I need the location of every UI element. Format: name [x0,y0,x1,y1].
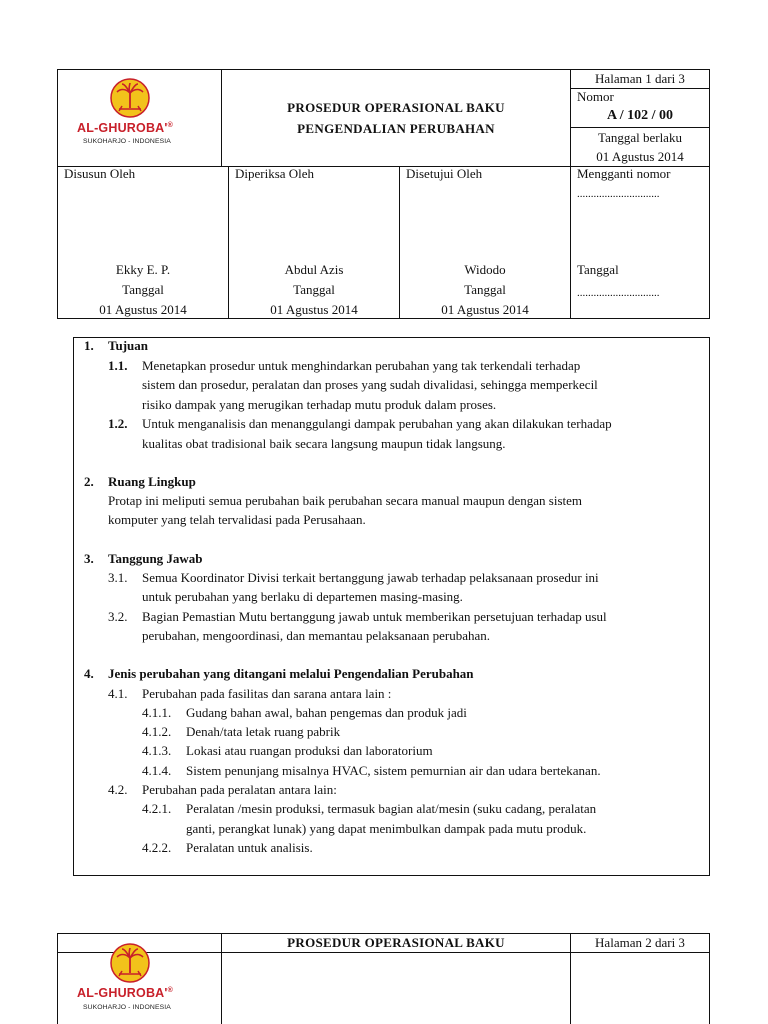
document-title [222,97,570,139]
page-2-palm-emblem-icon [110,943,150,983]
tanggal-right-label: Tanggal [577,262,619,277]
section-4-1-2-number: 4.1.2. [142,724,172,739]
section-4-2-text: Perubahan pada peralatan antara lain: [142,782,337,797]
section-4-2-2-number: 4.2.2. [142,840,172,855]
section-4-1-1-text: Gudang bahan awal, bahan pengemas dan produk jadi [186,705,467,720]
section-3-1-line2: untuk perubahan yang berlaku di departemen masing-masing. [142,589,463,604]
nomor-label: Nomor [577,89,614,104]
section-1-2-line2: kualitas obat tradisional baik secara langsung maupun tidak langsung. [142,436,506,451]
mengganti-label: Mengganti nomor [577,166,671,181]
page-2-indicator: Halaman 2 dari 3 [595,935,685,950]
page-2-company-name: AL-GHUROBA' [77,986,168,1000]
section-1-1-line2: sistem dan prosedur, peralatan dan proses yang sudah divalidasi, sehingga memperkecil [142,377,598,392]
nomor-value: A / 102 / 00 [606,108,674,123]
section-1-title: Tujuan [108,338,148,353]
disusun-name: Ekky E. P. [115,262,171,277]
section-4-title: Jenis perubahan yang ditangani melalui Pengendalian Perubahan [108,666,474,681]
diperiksa-tanggal-value: 01 Agustus 2014 [270,302,358,317]
header-right-border [709,69,710,319]
section-1-1-line1: Menetapkan prosedur untuk menghindarkan perubahan yang tak terkendali terhadap [142,358,581,373]
company-logo [75,78,215,158]
section-3-1-text [142,568,701,588]
section-2-line1: Protap ini meliputi semua perubahan baik perubahan secara manual maupun dengan sistem [108,493,582,508]
section-1-1-line3: risiko dampak yang merugikan terhadap mutu produk dalam proses. [142,397,497,412]
page-2-company-logo [75,943,215,1023]
document-title-line2: PENGENDALIAN PERUBAHAN [297,121,495,136]
registered-mark: ® [167,121,173,129]
disetujui-label: Disetujui Oleh [406,166,483,181]
berlaku-value: 01 Agustus 2014 [596,149,684,164]
section-1-2-text [142,414,701,434]
section-3-2-number: 3.2. [108,609,128,624]
mengganti-dots: .............................. [577,188,660,200]
tanggal-right-dots: .............................. [577,287,660,299]
company-name: AL-GHUROBA' [77,121,168,135]
diperiksa-name: Abdul Azis [284,262,344,277]
section-4-number: 4. [84,666,94,681]
section-4-1-3-number: 4.1.3. [142,743,172,758]
section-4-1-text: Perubahan pada fasilitas dan sarana antara lain : [142,686,392,701]
section-2-title: Ruang Lingkup [108,474,196,489]
section-2-line2: komputer yang telah tervalidasi pada Perusahaan. [108,512,366,527]
disusun-signatory [58,260,228,320]
disetujui-name: Widodo [464,262,506,277]
palm-emblem-icon [110,78,150,118]
section-4-1-3-text: Lokasi atau ruangan produksi dan laboratorium [186,743,433,758]
section-1-1-text-b [142,375,701,395]
section-3-2-text [142,607,701,627]
company-location: SUKOHARJO - INDONESIA [83,138,171,145]
section-1-2-line1: Untuk menganalisis dan menanggulangi dampak perubahan yang akan dilakukan terhadap [142,416,612,431]
section-4-1-number: 4.1. [108,686,128,701]
diperiksa-signatory [229,260,399,320]
section-2-number: 2. [84,474,94,489]
section-3-title: Tanggung Jawab [108,551,203,566]
disetujui-tanggal-label: Tanggal [464,282,506,297]
section-4-1-1-number: 4.1.1. [142,705,172,720]
document-title-line1: PROSEDUR OPERASIONAL BAKU [287,100,505,115]
section-3-1-number: 3.1. [108,570,128,585]
section-2-text [108,491,701,511]
section-1-number: 1. [84,338,94,353]
section-4-2-1-line1: Peralatan /mesin produksi, termasuk bagian alat/mesin (suku cadang, peralatan [186,801,597,816]
section-4-1-4-text: Sistem penunjang misalnya HVAC, sistem pemurnian air dan udara bertekanan. [186,763,601,778]
page-2-right-border [709,933,710,1024]
section-4-2-1-text [186,799,701,819]
disusun-tanggal-label: Tanggal [122,282,164,297]
section-4-1-2-text: Denah/tata letak ruang pabrik [186,724,341,739]
section-4-2-2-text: Peralatan untuk analisis. [186,840,313,855]
page-2-title: PROSEDUR OPERASIONAL BAKU [287,935,505,950]
section-4-2-1-line2: ganti, perangkat lunak) yang dapat menimbulkan dampak pada mutu produk. [186,821,587,836]
berlaku-label: Tanggal berlaku [598,130,682,145]
section-4-1-4-number: 4.1.4. [142,763,172,778]
section-1-2-number: 1.2. [108,416,128,431]
page-indicator: Halaman 1 dari 3 [595,71,685,86]
section-3-2-line2: perubahan, mengoordinasi, dan memantau pelaksanaan perubahan. [142,628,490,643]
section-4-2-number: 4.2. [108,782,128,797]
page-2-company-location: SUKOHARJO - INDONESIA [83,1004,171,1011]
section-1-1-text [142,356,701,376]
diperiksa-label: Diperiksa Oleh [235,166,315,181]
page-2-registered-mark: ® [167,986,173,994]
section-3-1-line1: Semua Koordinator Divisi terkait bertanggung jawab terhadap pelaksanaan prosedur ini [142,570,599,585]
disusun-label: Disusun Oleh [64,166,136,181]
section-1-1-number: 1.1. [108,358,128,373]
disetujui-signatory [400,260,570,320]
disusun-tanggal-value: 01 Agustus 2014 [99,302,187,317]
page-2-left-border [57,933,58,1024]
section-4-2-1-number: 4.2.1. [142,801,172,816]
diperiksa-tanggal-label: Tanggal [293,282,335,297]
section-3-number: 3. [84,551,94,566]
section-3-2-line1: Bagian Pemastian Mutu bertanggung jawab untuk memberikan persetujuan terhadap usul [142,609,607,624]
disetujui-tanggal-value: 01 Agustus 2014 [441,302,529,317]
